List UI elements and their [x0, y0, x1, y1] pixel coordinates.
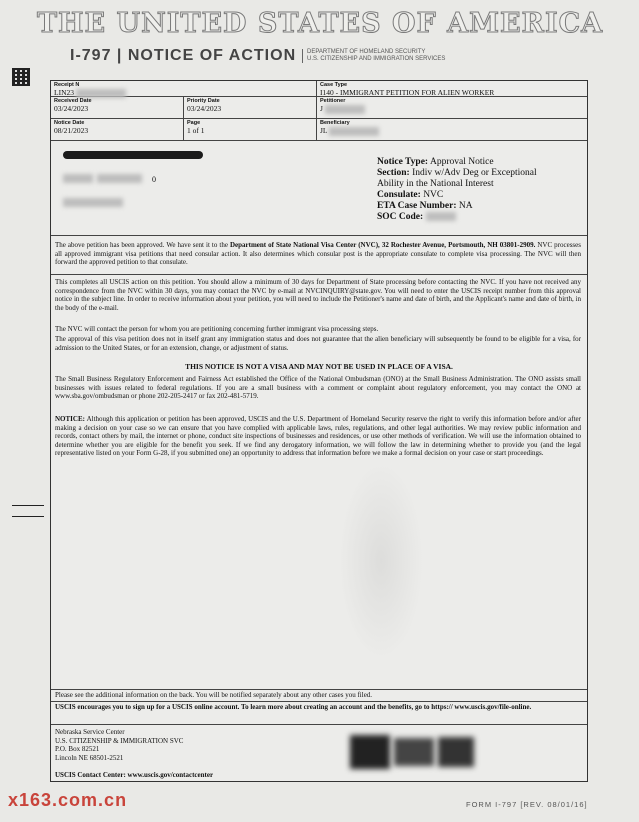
petitioner-value: J	[320, 104, 323, 113]
address-fragment: 0	[152, 175, 156, 184]
paragraph-no-status: The approval of this visa petition does not in itself grant any immigration status and does not guarantee that the alien beneficiary will subsequently be found to be eligible for a visa, for admission to the United States, or for an extension, change, or adjustment of status.	[55, 335, 581, 352]
notice-type-value: Approval Notice	[429, 157, 494, 167]
notice-frame	[50, 80, 588, 782]
form-number: FORM I-797 [REV. 08/01/16]	[466, 800, 588, 809]
paragraph-uscis-action: This completes all USCIS action on this petition. You should allow a minimum of 30 days for Department of State processing before contacting the NVC. If you have not received any correspondence from the NVC within 30 days, you may contact the NVC by e-mail at NVCINQUIRY@state.gov. You will need to enter the USCIS receipt number from this approval notice in the subject line. In order to receive information about your petition, you will need to include the Petitioner's name and date of birth, and the Applicant's name and date of birth, in the body of the e-mail.	[55, 278, 581, 312]
notice-date-label: Notice Date	[54, 120, 85, 126]
priority-date-cell	[184, 97, 317, 119]
service-center-address	[55, 728, 183, 762]
center-line-3: P.O. Box 82521	[55, 745, 100, 754]
received-date-value: 03/24/2023	[54, 104, 89, 113]
notice-type-label: Notice Type:	[377, 157, 429, 167]
priority-date-label: Priority Date	[187, 98, 220, 104]
eta-label: ETA Case Number:	[377, 201, 457, 211]
signature-redacted	[350, 735, 500, 785]
case-type-cell	[317, 81, 587, 97]
soc-label: SOC Code:	[377, 212, 424, 222]
petitioner-label: Petitioner	[320, 98, 346, 104]
banner-title: THE UNITED STATES OF AMERICA	[36, 8, 604, 39]
page-value: 1 of 1	[187, 126, 205, 135]
notice-date-cell	[51, 119, 184, 141]
form-title: I-797 | NOTICE OF ACTION	[70, 47, 297, 64]
receipt-number-label: Receipt N	[54, 82, 80, 88]
beneficiary-cell	[317, 119, 587, 141]
center-line-2: U.S. CITIZENSHIP & IMMIGRATION SVC	[55, 736, 184, 745]
receipt-number-value: LIN23	[54, 88, 74, 97]
eta-value: NA	[458, 201, 473, 211]
redaction	[426, 212, 456, 221]
divider	[51, 701, 587, 702]
beneficiary-value: JL	[320, 126, 328, 135]
agency-line-2: U.S. CITIZENSHIP AND IMMIGRATION SERVICES	[307, 56, 446, 62]
received-date-label: Received Date	[54, 98, 92, 104]
fold-marks	[12, 505, 44, 527]
redaction	[329, 127, 379, 136]
page-label: Page	[187, 120, 201, 126]
site-watermark: x163.com.cn	[8, 790, 128, 810]
paragraph-notice: NOTICE: Although this application or petition has been approved, USCIS and the U.S. Department of Homeland Security reserve the right to verify this information before and/or after making a decision on your case so we can ensure that you have complied with applicable laws, rules, regulations, and other legal authorities. We may review public information and records, contact others by mail, the internet or phone, conduct site inspections of businesses and residences, or use other methods of verification. We will use the information obtained to determine whether you are eligible for the benefit you seek. If we find any derogatory information, we will follow the law in determining whether to provide you (and the legal representative listed on your Form G-28, if you submitted one) an opportunity to address that information before we make a formal decision on your case or start proceedings.	[55, 415, 581, 458]
received-date-cell	[51, 97, 184, 119]
agency-name	[302, 49, 445, 63]
contact-center-text: USCIS Contact Center: www.uscis.gov/contactcenter	[55, 771, 214, 779]
beneficiary-label: Beneficiary	[320, 120, 350, 126]
center-name: Nebraska Service Center	[55, 728, 125, 736]
section-label: Section:	[377, 168, 410, 178]
consulate-label: Consulate:	[377, 190, 421, 200]
divider	[51, 689, 587, 690]
notice-date-value: 08/21/2023	[54, 126, 89, 135]
receipt-number-cell	[51, 81, 317, 97]
paragraph-ombudsman: The Small Business Regulatory Enforcement and Fairness Act established the Office of the National Ombudsman (ONO) at the Small Business Administration. The ONO assists small businesses with issues related to federal regulations. If you are a small business with a comment or complaint about regulatory enforcement, you may contact the ONO at www.sba.gov/ombudsman or phone 202-205-2417 or fax 202-481-5719.	[55, 375, 581, 401]
priority-date-value: 03/24/2023	[187, 104, 222, 113]
barcode-icon	[12, 68, 30, 86]
consulate-value: NVC	[423, 190, 444, 200]
agency-line-1: DEPARTMENT OF HOMELAND SECURITY	[307, 49, 426, 55]
notice-info	[377, 157, 577, 223]
section-value-2: Ability in the National Interest	[377, 179, 494, 189]
online-account-text: USCIS encourages you to sign up for a USCIS online account. To learn more about creating an account and the benefits, go to https:// www.uscis.gov/file-online.	[55, 703, 532, 711]
divider	[51, 235, 587, 236]
section-value: Indiv w/Adv Deg or Exceptional	[412, 168, 537, 178]
center-line-4: Lincoln NE 68501-2521	[55, 753, 124, 762]
case-type-label: Case Type	[320, 82, 348, 88]
mailing-address-redacted	[63, 151, 223, 201]
petitioner-cell	[317, 97, 587, 119]
case-type-value: I140 - IMMIGRANT PETITION FOR ALIEN WORKER	[320, 88, 495, 97]
not-a-visa-heading: THIS NOTICE IS NOT A VISA AND MAY NOT BE USED IN PLACE OF A VISA.	[185, 362, 453, 371]
paragraph-approval: The above petition has been approved. We have sent it to the Department of State National Visa Center (NVC), 32 Rochester Avenue, Portsmouth, NH 03801-2909. NVC processes all approved immigrant visa petitions that need consular action. It also determines which consular post is the appropriate consulate to complete visa processing. The NVC will then forward the approved petition to that consulate.	[55, 241, 581, 267]
divider	[51, 724, 587, 725]
redaction	[325, 105, 365, 114]
paragraph-nvc-contact: The NVC will contact the person for whom you are petitioning concerning further immigrant visa processing steps.	[55, 325, 379, 333]
back-info-text: Please see the additional information on the back. You will be notified separately about any other cases you filed.	[55, 691, 373, 699]
divider	[51, 274, 587, 275]
page-cell	[184, 119, 317, 141]
